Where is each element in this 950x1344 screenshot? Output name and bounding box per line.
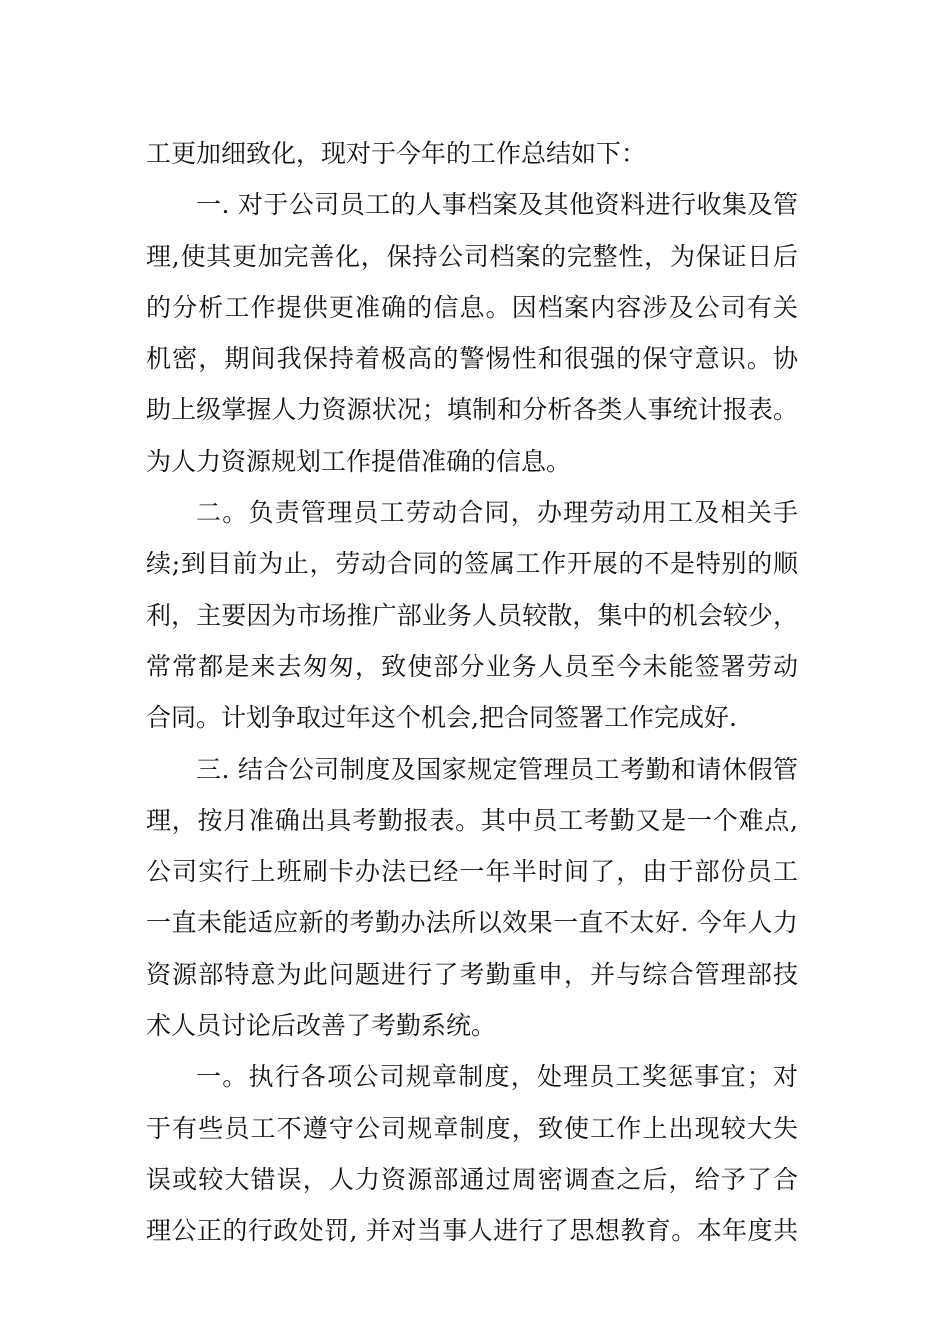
text-line: 一直未能适应新的考勤办法所以效果一直不太好. 今年人力 bbox=[146, 908, 798, 938]
text-line: 术人员讨论后改善了考勤系统。 bbox=[146, 1011, 497, 1041]
text-line: 理，按月准确出具考勤报表。其中员工考勤又是一个难点, bbox=[146, 805, 798, 835]
text-line: 资源部特意为此问题进行了考勤重申，并与综合管理部技 bbox=[146, 959, 798, 989]
text-line: 一. 对于公司员工的人事档案及其他资料进行收集及管 bbox=[196, 190, 798, 220]
text-line: 于有些员工不遵守公司规章制度，致使工作上出现较大失 bbox=[146, 1113, 798, 1143]
text-line: 二。负责管理员工劳动合同，办理劳动用工及相关手 bbox=[196, 498, 798, 528]
text-line: 公司实行上班刷卡办法已经一年半时间了，由于部份员工 bbox=[146, 857, 798, 887]
text-line: 误或较大错误，人力资源部通过周密调查之后，给予了合 bbox=[146, 1164, 798, 1194]
text-line: 续;到目前为止，劳动合同的签属工作开展的不是特别的顺 bbox=[146, 549, 798, 579]
text-line: 合同。计划争取过年这个机会,把合同签署工作完成好. bbox=[146, 703, 737, 733]
text-line: 常常都是来去匆匆，致使部分业务人员至今未能签署劳动 bbox=[146, 651, 798, 681]
text-line: 为人力资源规划工作提借准确的信息。 bbox=[146, 446, 572, 476]
text-line: 利，主要因为市场推广部业务人员较散，集中的机会较少， bbox=[146, 600, 798, 630]
text-line: 理公正的行政处罚, 并对当事人进行了思想教育。本年度共 bbox=[146, 1216, 798, 1246]
text-line: 机密，期间我保持着极高的警惕性和很强的保守意识。协 bbox=[146, 344, 798, 374]
text-line: 工更加细致化，现对于今年的工作总结如下： bbox=[146, 139, 647, 168]
text-line: 三. 结合公司制度及国家规定管理员工考勤和请休假管 bbox=[196, 754, 798, 784]
text-line: 一。执行各项公司规章制度，处理员工奖惩事宜；对 bbox=[196, 1062, 798, 1092]
text-line: 理,使其更加完善化，保持公司档案的完整性，为保证日后 bbox=[146, 241, 798, 271]
document-body bbox=[146, 128, 798, 1257]
text-line: 助上级掌握人力资源状况；填制和分析各类人事统计报表。 bbox=[146, 395, 798, 425]
text-line: 的分析工作提供更准确的信息。因档案内容涉及公司有关 bbox=[146, 292, 798, 322]
